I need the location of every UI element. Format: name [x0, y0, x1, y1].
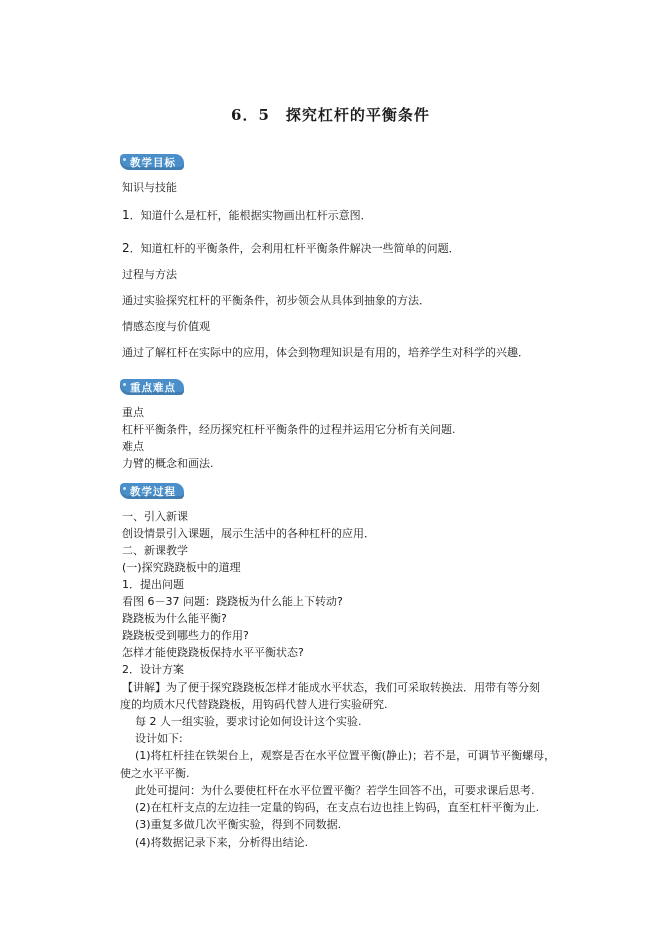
process-line: 【讲解】为了便于探究跷跷板怎样才能成水平状态，我们可采取转换法．用带有等分刻 — [122, 681, 540, 694]
section-badge-objectives — [120, 154, 184, 170]
page-title: 6．5 探究杠杆的平衡条件 — [231, 106, 430, 124]
process-line: 此处可提问：为什么要使杠杆在水平位置平衡？若学生回答不出，可要求课后思考. — [135, 784, 535, 797]
process-line: 2．设计方案 — [122, 663, 184, 676]
process-line: 度的均质木尺代替跷跷板，用钩码代替人进行实验研究. — [120, 698, 388, 711]
process-text: 通过实验探究杠杆的平衡条件，初步领会从具体到抽象的方法． — [122, 294, 430, 307]
item-text: ．知道什么是杠杆，能根据实物画出杠杆示意图． — [129, 209, 372, 222]
process-line: 每 2 人一组实验，要求讨论如何设计这个实验. — [135, 715, 362, 728]
process-line: 设计如下: — [135, 732, 183, 745]
item-text: ．知道杠杆的平衡条件，会利用杠杆平衡条件解决一些简单的问题． — [129, 242, 460, 255]
process-line: 看图 6－37 问题：跷跷板为什么能上下转动? — [122, 595, 343, 608]
badge-label: 重点难点 — [130, 382, 176, 394]
emotion-text: 通过了解杠杆在实际中的应用，体会到物理知识是有用的，培养学生对科学的兴趣． — [122, 346, 529, 359]
process-line: 怎样才能使跷跷板保持水平平衡状态? — [122, 646, 304, 659]
section-badge-process — [120, 483, 184, 499]
process-line: (3)重复多做几次平衡实验，得到不同数据. — [135, 818, 342, 831]
process-line: 创设情景引入课题，展示生活中的各种杠杆的应用． — [122, 527, 375, 540]
badge-label: 教学目标 — [130, 157, 176, 169]
process-line: 一、引入新课 — [122, 510, 188, 523]
process-line: (1)将杠杆挂在铁架台上，观察是否在水平位置平衡(静止)；若不是，可调节平衡螺母， — [135, 749, 556, 762]
emotion-heading: 情感态度与价值观 — [122, 320, 210, 333]
key-text: 杠杆平衡条件，经历探究杠杆平衡条件的过程并运用它分析有关问题. — [122, 423, 456, 436]
key-heading: 重点 — [122, 406, 144, 419]
process-line: 跷跷板为什么能平衡? — [122, 612, 227, 625]
item-number: 2 — [122, 241, 130, 255]
item-number: 1 — [122, 208, 130, 222]
process-line: (4)将数据记录下来，分析得出结论. — [135, 836, 309, 849]
section-badge-key-points — [120, 379, 184, 395]
process-line: (一)探究跷跷板中的道理 — [122, 561, 241, 574]
knowledge-heading: 知识与技能 — [122, 181, 177, 194]
process-line: 1．提出问题 — [122, 578, 184, 591]
knowledge-item-2 — [122, 241, 460, 256]
process-line: 使之水平平衡. — [120, 767, 190, 780]
difficult-text: 力臂的概念和画法. — [122, 457, 214, 470]
process-line: 二、新课教学 — [122, 544, 188, 557]
badge-label: 教学过程 — [130, 486, 176, 498]
process-line: (2)在杠杆支点的左边挂一定量的钩码，在支点右边也挂上钩码，直至杠杆平衡为止. — [135, 801, 540, 814]
knowledge-item-1 — [122, 208, 372, 223]
process-heading: 过程与方法 — [122, 268, 177, 281]
difficult-heading: 难点 — [122, 440, 144, 453]
process-line: 跷跷板受到哪些力的作用? — [122, 629, 249, 642]
